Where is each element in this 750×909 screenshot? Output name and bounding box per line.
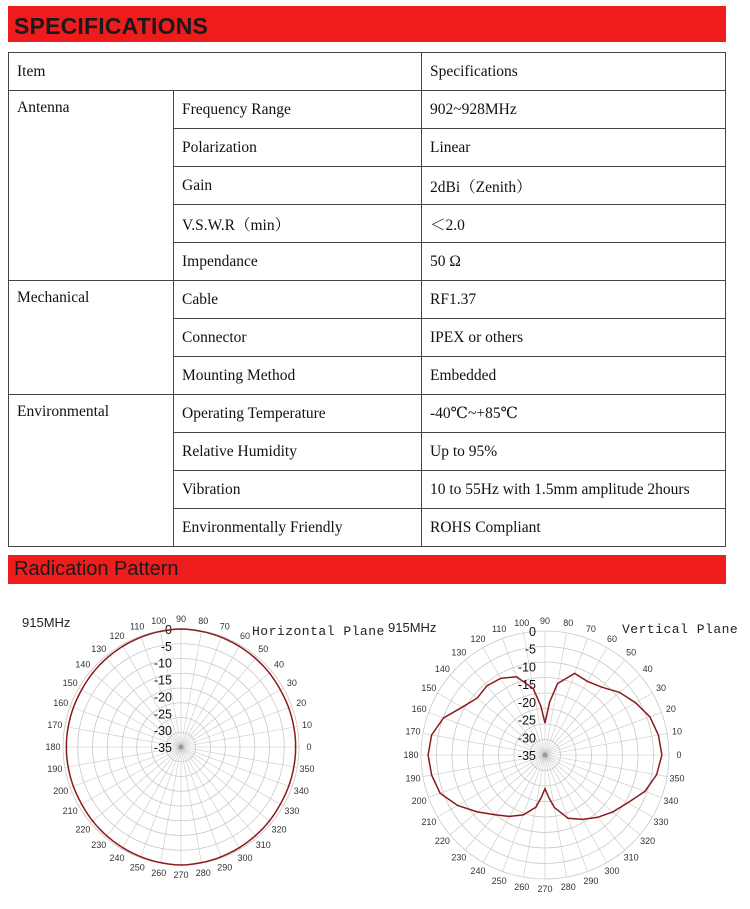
angle-label: 160 [411, 704, 427, 715]
spec-value: ＜2.0 [422, 205, 726, 243]
spec-label: Relative Humidity [174, 433, 422, 471]
angle-label: 240 [470, 866, 486, 877]
radial-label: -5 [524, 642, 536, 657]
angle-label: 290 [217, 862, 233, 873]
group-label: Antenna [9, 91, 174, 281]
angle-label: 300 [237, 852, 253, 863]
radial-label: -10 [153, 656, 172, 671]
angle-label: 220 [434, 836, 450, 847]
angle-label: 120 [470, 633, 486, 644]
angle-label: 210 [421, 817, 437, 827]
angle-label: 170 [47, 719, 63, 730]
radial-label: -5 [160, 639, 172, 654]
spec-label: V.S.W.R（min） [174, 205, 422, 243]
spec-value: 2dBi（Zenith） [422, 167, 726, 205]
radial-label: -15 [153, 673, 172, 688]
angle-label: 30 [286, 678, 297, 688]
angle-label: 310 [255, 840, 271, 851]
angle-label: 50 [258, 643, 269, 654]
table-header-row [9, 53, 726, 91]
angle-label: 250 [491, 875, 507, 886]
angle-label: 280 [195, 868, 211, 879]
spec-value: RF1.37 [422, 281, 726, 319]
angle-label: 260 [151, 868, 167, 879]
spec-value: 902~928MHz [422, 91, 726, 129]
angle-label: 100 [151, 615, 167, 626]
angle-label: 150 [62, 678, 78, 688]
vertical-plane-chart [378, 605, 740, 905]
spec-value: ROHS Compliant [422, 509, 726, 547]
angle-label: 60 [606, 633, 618, 644]
group-label: Mechanical [9, 281, 174, 395]
angle-label: 230 [451, 852, 467, 863]
angle-label: 190 [47, 764, 63, 775]
radial-label: -35 [153, 741, 172, 755]
angle-label: 80 [198, 615, 209, 626]
angle-label: 330 [653, 817, 669, 827]
angle-label: 40 [642, 663, 653, 674]
angle-label: 270 [173, 870, 189, 880]
angle-label: 80 [563, 618, 574, 629]
plane-title: Horizontal Plane [252, 624, 385, 639]
spec-label: Environmentally Friendly [174, 509, 422, 547]
angle-label: 210 [62, 806, 78, 816]
angle-label: 190 [405, 773, 421, 784]
radial-label: -15 [517, 678, 536, 693]
spec-label: Cable [174, 281, 422, 319]
angle-label: 240 [109, 852, 125, 863]
center-point [179, 745, 184, 750]
specifications-table [8, 52, 726, 547]
angle-label: 320 [640, 836, 656, 847]
group-label: Environmental [9, 395, 174, 547]
radial-label: -30 [517, 731, 536, 746]
angle-label: 110 [130, 621, 145, 632]
radial-label: -35 [517, 749, 536, 763]
angle-label: 0 [676, 750, 682, 760]
plane-title: Vertical Plane [622, 622, 739, 637]
radial-label: -25 [517, 713, 536, 728]
angle-label: 150 [421, 683, 437, 693]
angle-label: 130 [91, 643, 107, 654]
angle-label: 60 [239, 631, 251, 642]
angle-label: 90 [539, 616, 551, 626]
angle-label: 70 [219, 621, 230, 632]
header-specifications: Specifications [422, 53, 726, 91]
angle-label: 180 [45, 742, 61, 752]
spec-label: Gain [174, 167, 422, 205]
angle-label: 350 [669, 773, 685, 784]
radial-label: -20 [517, 695, 536, 710]
spec-value: 10 to 55Hz with 1.5mm amplitude 2hours [422, 471, 726, 509]
angle-label: 40 [274, 659, 285, 670]
spec-value: Up to 95% [422, 433, 726, 471]
table-row [9, 395, 726, 433]
angle-label: 320 [271, 824, 287, 835]
angle-label: 140 [75, 659, 91, 670]
angle-label: 290 [583, 875, 599, 886]
spec-value: Linear [422, 129, 726, 167]
spec-label: Mounting Method [174, 357, 422, 395]
frequency-label: 915MHz [22, 615, 71, 630]
angle-label: 200 [411, 795, 427, 806]
angle-label: 160 [53, 698, 69, 709]
radial-label: -30 [153, 724, 172, 739]
header-item: Item [9, 53, 422, 91]
radiation-pattern-banner [8, 555, 726, 584]
radial-label: 0 [529, 625, 536, 639]
angle-label: 350 [299, 764, 315, 775]
center-point [543, 753, 548, 758]
spec-label: Frequency Range [174, 91, 422, 129]
spec-label: Connector [174, 319, 422, 357]
angle-label: 340 [293, 785, 309, 796]
radial-label: -25 [153, 707, 172, 722]
spec-label: Impendance [174, 243, 422, 281]
table-row [9, 91, 726, 129]
specifications-title: SPECIFICATIONS [14, 13, 209, 39]
radial-label: -10 [517, 660, 536, 675]
angle-label: 0 [306, 742, 312, 752]
angle-label: 10 [671, 726, 682, 737]
specifications-banner [8, 6, 726, 42]
angle-label: 250 [129, 862, 145, 873]
angle-label: 10 [302, 719, 313, 730]
angle-label: 120 [109, 631, 125, 642]
angle-label: 300 [604, 866, 620, 877]
angle-label: 280 [560, 881, 576, 892]
frequency-label: 915MHz [388, 620, 437, 635]
spec-label: Polarization [174, 129, 422, 167]
angle-label: 140 [434, 663, 450, 674]
spec-value: IPEX or others [422, 319, 726, 357]
angle-label: 330 [284, 806, 300, 816]
table-row [9, 281, 726, 319]
angle-label: 130 [451, 647, 467, 658]
radial-label: 0 [165, 623, 172, 637]
radial-label: -20 [153, 690, 172, 705]
radiation-pattern-title: Radication Pattern [14, 558, 179, 580]
angle-label: 30 [656, 683, 667, 693]
angle-label: 90 [175, 614, 187, 624]
spec-label: Operating Temperature [174, 395, 422, 433]
spec-value: -40℃~+85℃ [422, 395, 726, 433]
spec-value: 50 Ω [422, 243, 726, 281]
angle-label: 100 [514, 618, 530, 629]
angle-label: 220 [75, 824, 91, 835]
angle-label: 200 [53, 785, 69, 796]
angle-label: 20 [296, 698, 307, 709]
angle-label: 180 [403, 750, 419, 760]
angle-label: 270 [537, 884, 553, 894]
angle-label: 260 [514, 881, 530, 892]
spec-label: Vibration [174, 471, 422, 509]
angle-label: 340 [663, 795, 679, 806]
spec-value: Embedded [422, 357, 726, 395]
angle-label: 20 [665, 704, 676, 715]
angle-label: 70 [585, 624, 596, 635]
angle-label: 50 [626, 647, 637, 658]
angle-label: 170 [405, 726, 421, 737]
angle-label: 230 [91, 840, 107, 851]
horizontal-plane-chart [8, 605, 385, 905]
angle-label: 110 [491, 624, 507, 635]
angle-label: 310 [623, 852, 639, 863]
